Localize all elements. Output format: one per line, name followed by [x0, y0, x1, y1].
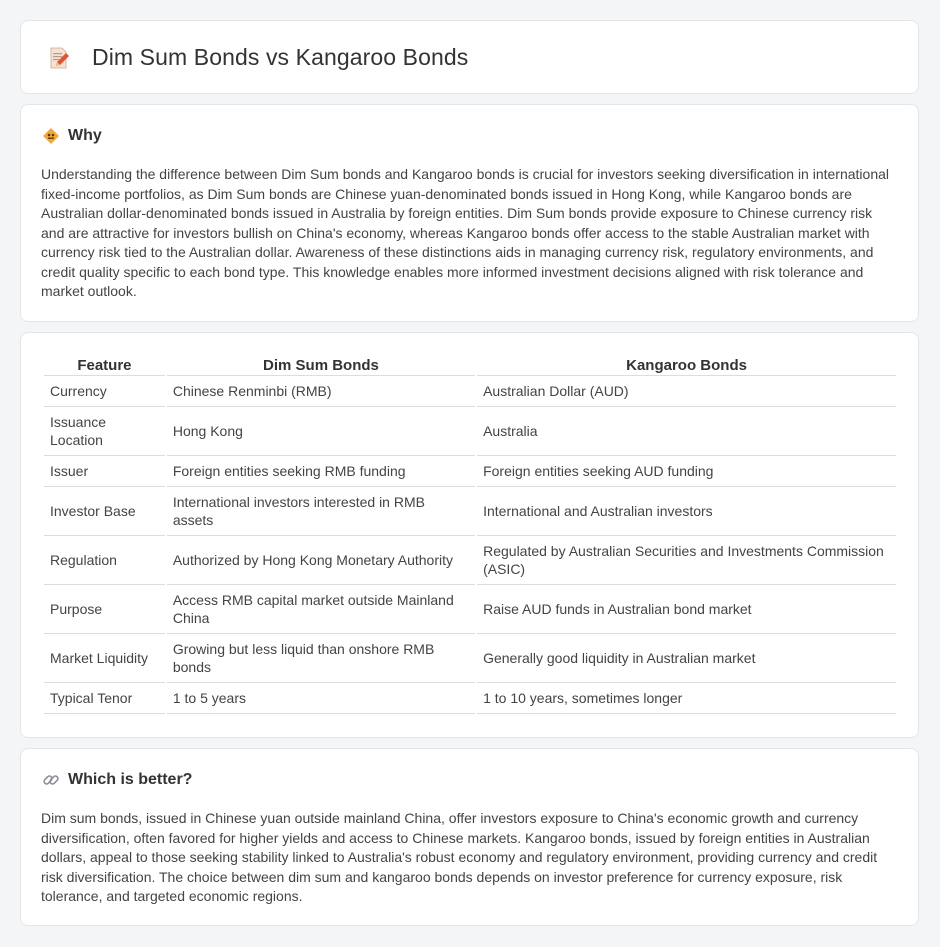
feature-cell: Regulation [44, 536, 165, 585]
table-row [44, 585, 896, 634]
header-feature: Feature [44, 353, 165, 376]
dim-sum-cell: Access RMB capital market outside Mainland China [167, 585, 475, 634]
table-row [44, 407, 896, 456]
feature-cell: Issuer [44, 456, 165, 487]
why-card [20, 104, 919, 322]
table-row [44, 634, 896, 683]
dim-sum-cell: Chinese Renminbi (RMB) [167, 376, 475, 407]
dim-sum-cell: Hong Kong [167, 407, 475, 456]
feature-cell: Purpose [44, 585, 165, 634]
page-title: Dim Sum Bonds vs Kangaroo Bonds [92, 44, 469, 70]
feature-cell: Typical Tenor [44, 683, 165, 714]
table-row [44, 683, 896, 714]
dim-sum-cell: International investors interested in RMB assets [167, 487, 475, 536]
title-row [47, 44, 468, 71]
table-header-row [44, 353, 896, 376]
better-text: Dim sum bonds, issued in Chinese yuan outside mainland China, offer investors exposure to China's economic growth and currency diversification, often favored for higher yields and access to Chinese markets. Kangaroo bonds, issued by foreign entities in Australian dollars, appeal to those seeking stability linked to Australia's robust economy and regulatory environment, providing currency and credit risk diversification. The choice between dim sum and kangaroo bonds depends on investor preference for currency exposure, risk tolerance, and targeted economic regions. [41, 810, 878, 904]
dim-sum-cell: Foreign entities seeking RMB funding [167, 456, 475, 487]
better-title: Which is better? [68, 771, 193, 788]
kangaroo-cell: Raise AUD funds in Australian bond market [477, 585, 896, 634]
kangaroo-cell: Australia [477, 407, 896, 456]
feature-cell: Market Liquidity [44, 634, 165, 683]
comparison-table [42, 353, 898, 714]
table-row [44, 487, 896, 536]
feature-cell: Issuance Location [44, 407, 165, 456]
better-card [20, 748, 919, 926]
title-card [20, 20, 919, 94]
kangaroo-cell: International and Australian investors [477, 487, 896, 536]
dim-sum-cell: Growing but less liquid than onshore RMB bonds [167, 634, 475, 683]
header-dim-sum: Dim Sum Bonds [167, 353, 475, 376]
diamond-sign-icon [42, 127, 60, 145]
better-heading [42, 771, 192, 789]
table-row [44, 376, 896, 407]
link-icon [42, 771, 60, 789]
why-heading [42, 127, 102, 145]
feature-cell: Currency [44, 376, 165, 407]
kangaroo-cell: Regulated by Australian Securities and Investments Commission (ASIC) [477, 536, 896, 585]
dim-sum-cell: 1 to 5 years [167, 683, 475, 714]
feature-cell: Investor Base [44, 487, 165, 536]
table-row [44, 536, 896, 585]
kangaroo-cell: Generally good liquidity in Australian market [477, 634, 896, 683]
why-title: Why [68, 127, 102, 144]
kangaroo-cell: 1 to 10 years, sometimes longer [477, 683, 896, 714]
kangaroo-cell: Foreign entities seeking AUD funding [477, 456, 896, 487]
comparison-card [20, 332, 919, 738]
dim-sum-cell: Authorized by Hong Kong Monetary Authority [167, 536, 475, 585]
header-kangaroo: Kangaroo Bonds [477, 353, 896, 376]
table-row [44, 456, 896, 487]
why-text: Understanding the difference between Dim Sum bonds and Kangaroo bonds is crucial for investors seeking diversification in international fixed-income portfolios, as Dim Sum bonds are Chinese yuan-denominated bonds issued in Hong Kong, while Kangaroo bonds are Australian dollar-denominated bonds issued in Australia by foreign entities. Dim Sum bonds provide exposure to Chinese currency risk and are attractive for investors bullish on China's economy, whereas Kangaroo bonds offer access to the stable Australian market with currency risk tied to the Australian dollar. Awareness of these distinctions aids in managing currency risk, regulatory environments, and credit quality specific to each bond type. This knowledge enables more informed investment decisions aligned with risk tolerance and market outlook. [41, 166, 890, 299]
kangaroo-cell: Australian Dollar (AUD) [477, 376, 896, 407]
document-pencil-icon [47, 46, 71, 70]
